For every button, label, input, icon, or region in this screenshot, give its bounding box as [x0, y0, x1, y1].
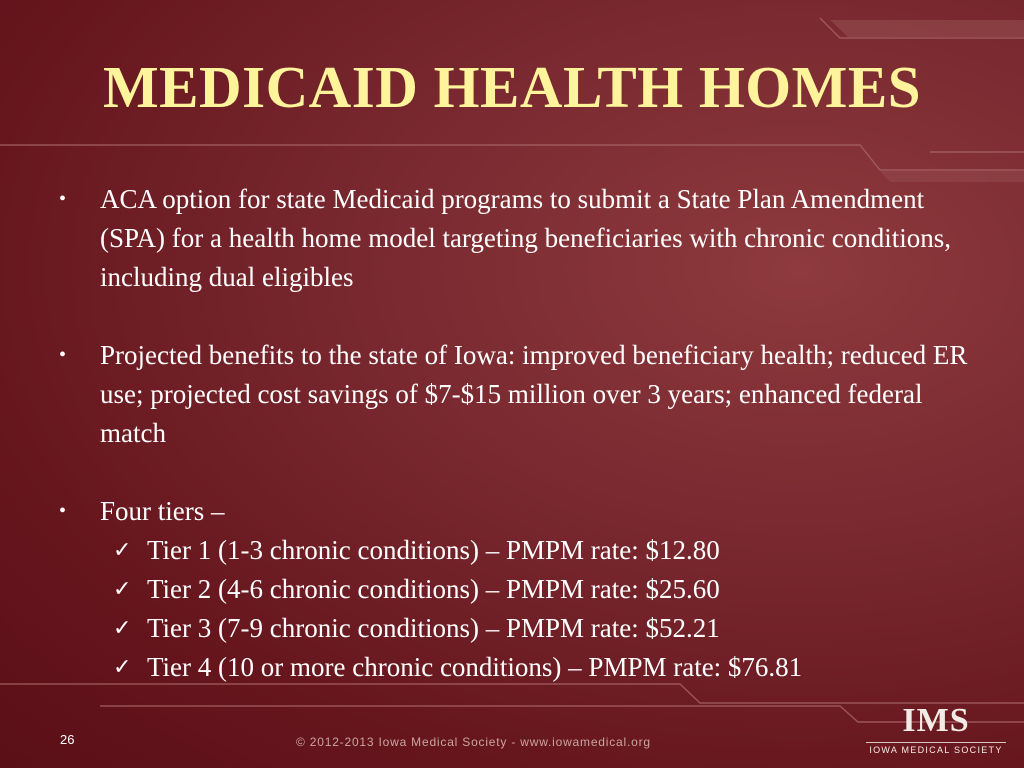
- checkmark-icon: ✓: [113, 577, 132, 602]
- iowa-medical-society-logo: [866, 704, 1006, 754]
- tier-list: [57, 531, 987, 687]
- slide-number: 26: [60, 732, 75, 747]
- checkmark-icon: ✓: [113, 616, 132, 641]
- tier-item: [57, 648, 987, 687]
- checkmark-icon: ✓: [113, 655, 132, 680]
- bullet-item: [57, 336, 987, 453]
- bullet-text: ACA option for state Medicaid programs to submit a State Plan Amendment (SPA) for a health home model targeting beneficiaries with chronic conditions, including dual eligibles: [100, 184, 952, 292]
- tier-text: Tier 1 (1-3 chronic conditions) – PMPM rate: $12.80: [147, 535, 720, 565]
- tier-item: [57, 570, 987, 609]
- tier-text: Tier 3 (7-9 chronic conditions) – PMPM rate: $52.21: [147, 613, 720, 643]
- tier-text: Tier 2 (4-6 chronic conditions) – PMPM rate: $25.60: [147, 574, 720, 604]
- logo-mark: IMS: [902, 702, 970, 739]
- logo-text: IOWA MEDICAL SOCIETY: [866, 742, 1006, 755]
- checkmark-icon: ✓: [113, 538, 132, 563]
- footer-copyright: © 2012-2013 Iowa Medical Society - www.iowamedical.org: [296, 735, 651, 749]
- tier-item: [57, 531, 987, 570]
- tier-text: Tier 4 (10 or more chronic conditions) – PMPM rate: $76.81: [147, 652, 803, 682]
- slide-title: MEDICAID HEALTH HOMES: [102, 54, 922, 120]
- bullet-item: [57, 492, 987, 531]
- bullet-text: Projected benefits to the state of Iowa: improved beneficiary health; reduced ER use; projected cost savings of $7-$15 million over 3 years; enhanced federal match: [100, 340, 968, 448]
- bullet-item: [57, 180, 987, 297]
- slide-body: [57, 180, 987, 687]
- bullet-text: Four tiers –: [100, 496, 225, 526]
- tier-item: [57, 609, 987, 648]
- bullet-icon: •: [59, 500, 67, 522]
- bullet-icon: •: [59, 188, 67, 210]
- bullet-icon: •: [59, 344, 67, 366]
